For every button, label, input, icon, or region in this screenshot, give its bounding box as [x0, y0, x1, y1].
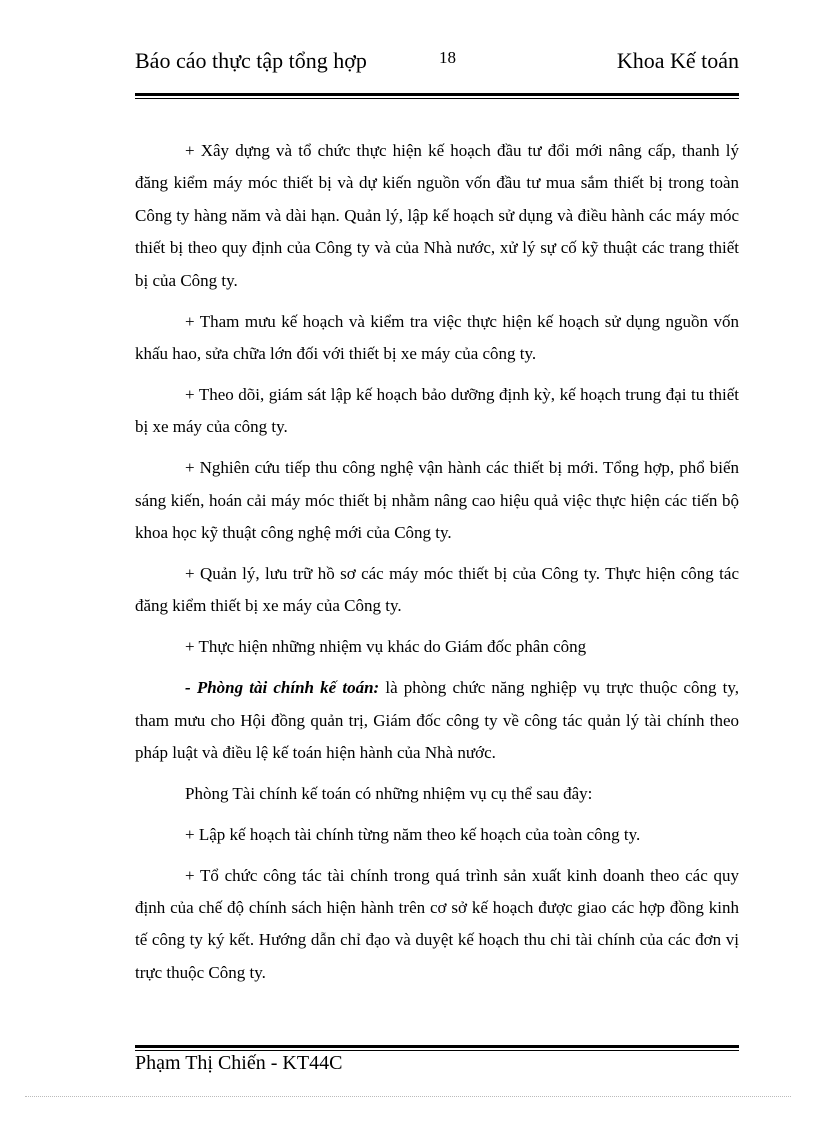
- paragraph: + Nghiên cứu tiếp thu công nghệ vận hành các thiết bị mới. Tổng hợp, phổ biến sáng kiến, hoán cải máy móc thiết bị nhằm nâng cao hiệu quả việc thực hiện các tiến bộ khoa học kỹ thuật công nghệ mới của Công ty.: [135, 458, 739, 542]
- department-name: Khoa Kế toán: [616, 48, 739, 73]
- document-body: [135, 135, 739, 998]
- paragraph: + Quản lý, lưu trữ hồ sơ các máy móc thiết bị của Công ty. Thực hiện công tác đăng kiểm thiết bị xe máy của Công ty.: [135, 563, 739, 616]
- header-divider: [135, 93, 739, 99]
- section-label: - Phòng tài chính kế toán:: [185, 678, 380, 698]
- paragraph: Phòng Tài chính kế toán có những nhiệm vụ cụ thể sau đây:: [185, 783, 593, 803]
- report-title: Báo cáo thực tập tổng hợp: [135, 48, 367, 73]
- paragraph: + Theo dõi, giám sát lập kế hoạch bảo dưỡng định kỳ, kế hoạch trung đại tu thiết bị xe máy của công ty.: [135, 384, 739, 437]
- page-edge: [25, 1096, 791, 1097]
- paragraph: - Phòng tài chính kế toán: là phòng chức năng nghiệp vụ trực thuộc công ty, tham mưu cho Hội đồng quản trị, Giám đốc công ty về công tác quản lý tài chính theo pháp luật và điều lệ kế toán hiện hành của Nhà nước.: [135, 678, 740, 762]
- paragraph: + Lập kế hoạch tài chính từng năm theo kế hoạch của toàn công ty.: [185, 824, 641, 844]
- paragraph: + Tham mưu kế hoạch và kiểm tra việc thực hiện kế hoạch sử dụng nguồn vốn khấu hao, sửa chữa lớn đối với thiết bị xe máy của công ty.: [135, 311, 739, 363]
- page-number: 18: [439, 48, 456, 67]
- footer-divider: [135, 1045, 739, 1051]
- page-header: [135, 44, 739, 84]
- footer-author: Phạm Thị Chiến - KT44C: [135, 1052, 343, 1074]
- paragraph: + Xây dựng và tổ chức thực hiện kế hoạch đầu tư đổi mới nâng cấp, thanh lý đăng kiểm máy móc thiết bị và dự kiến nguồn vốn đầu tư mua sắm thiết bị trong toàn Công ty hàng năm và dài hạn. Quản lý, lập kế hoạch sử dụng và điều hành các máy móc thiết bị theo quy định của Công ty và của Nhà nước, xử lý sự cố kỹ thuật các trang thiết bị của Công ty.: [135, 141, 739, 290]
- paragraph: + Tổ chức công tác tài chính trong quá trình sản xuất kinh doanh theo các quy định của chế độ chính sách hiện hành trên cơ sở kế hoạch được giao các hợp đồng kinh tế công ty ký kết. Hướng dẫn chỉ đạo và duyệt kế hoạch thu chi tài chính của các đơn vị trực thuộc Công ty.: [135, 865, 739, 982]
- paragraph: + Thực hiện những nhiệm vụ khác do Giám đốc phân công: [185, 637, 587, 657]
